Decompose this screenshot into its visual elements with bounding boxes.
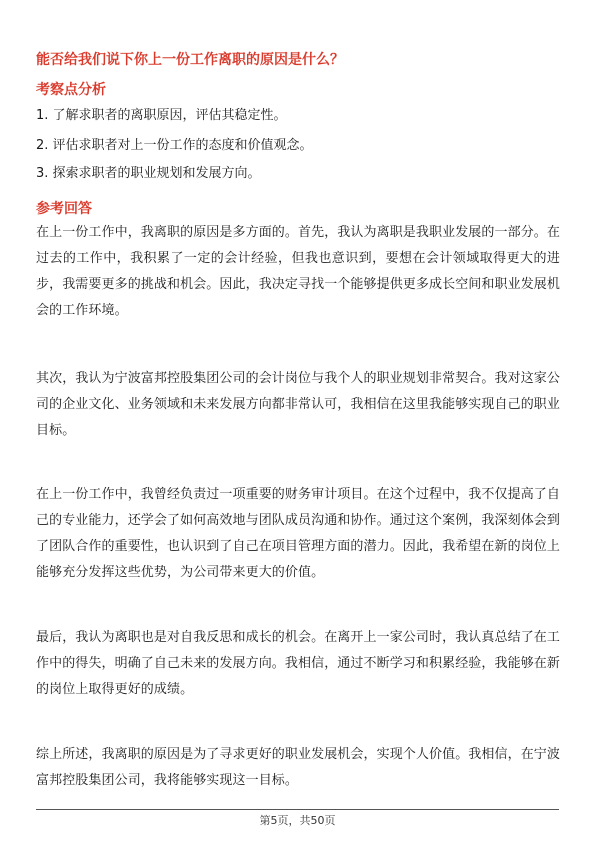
analysis-point-1: 1. 了解求职者的离职原因，评估其稳定性。: [36, 108, 287, 123]
answer-paragraph-4: 最后，我认为离职也是对自我反思和成长的机会。在离开上一家公司时，我认真总结了在工作中的得失，明确了自己未来的发展方向。我相信，通过不断学习和积累经验，我能够在新的岗位上取得更好的成绩。: [36, 630, 561, 697]
footer-divider: [36, 809, 559, 810]
page-number: 第5页，共50页: [259, 814, 336, 827]
analysis-point-3: 3. 探索求职者的职业规划和发展方向。: [36, 166, 261, 181]
analysis-heading: 考察点分析: [36, 82, 106, 98]
answer-paragraph-5: 综上所述，我离职的原因是为了寻求更好的职业发展机会，实现个人价值。我相信，在宁波富邦控股集团公司，我将能够实现这一目标。: [36, 747, 561, 788]
answer-heading: 参考回答: [36, 201, 92, 217]
answer-paragraph-3: 在上一份工作中，我曾经负责过一项重要的财务审计项目。在这个过程中，我不仅提高了自己的专业能力，还学会了如何高效地与团队成员沟通和协作。通过这个案例，我深刻体会到了团队合作的重要性，也认识到了自己在项目管理方面的潜力。因此，我希望在新的岗位上能够充分发挥这些优势，为公司带来更大的价值。: [36, 487, 561, 580]
answer-paragraph-2: 其次，我认为宁波富邦控股集团公司的会计岗位与我个人的职业规划非常契合。我对这家公司的企业文化、业务领域和未来发展方向都非常认可，我相信在这里我能够实现自己的职业目标。: [36, 371, 561, 438]
analysis-point-2: 2. 评估求职者对上一份工作的态度和价值观念。: [36, 138, 313, 153]
answer-paragraph-1: 在上一份工作中，我离职的原因是多方面的。首先，我认为离职是我职业发展的一部分。在过去的工作中，我积累了一定的会计经验，但我也意识到，要想在会计领域取得更大的进步，我需要更多的挑战和机会。因此，我决定寻找一个能够提供更多成长空间和职业发展机会的工作环境。: [36, 225, 561, 318]
question-title: 能否给我们说下你上一份工作离职的原因是什么？: [36, 52, 344, 68]
